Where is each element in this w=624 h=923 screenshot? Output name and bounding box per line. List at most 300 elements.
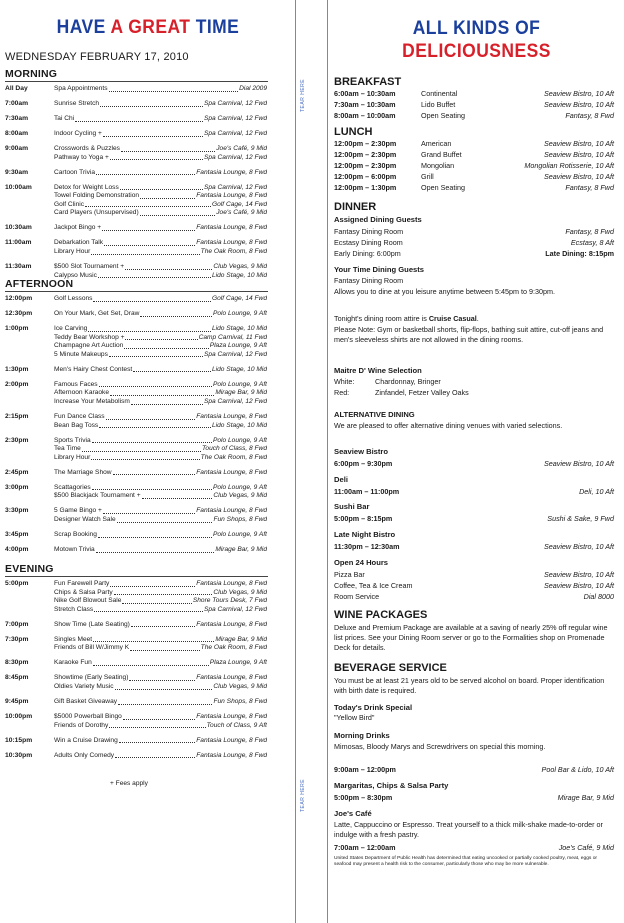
schedule-events <box>54 239 267 256</box>
schedule-time: 2:45pm <box>5 468 29 476</box>
schedule-time: 1:30pm <box>5 365 29 373</box>
event-location: Fantasia Lounge, 8 Fwd <box>196 751 267 759</box>
event-name: Nike Golf Blowout Sale <box>54 597 122 605</box>
open24-name: Room Service <box>334 592 380 601</box>
meal-location: Seaview Bistro, 10 Aft <box>543 139 614 148</box>
schedule-time: 2:00pm <box>5 380 29 388</box>
schedule-time: 8:45pm <box>5 674 29 682</box>
dot-leader <box>110 389 214 396</box>
dot-leader <box>98 531 212 538</box>
dot-leader <box>140 310 212 317</box>
schedule-banner <box>12 17 284 39</box>
event-location: Fantasia Lounge, 8 Fwd <box>196 239 267 247</box>
dot-leader <box>91 454 199 461</box>
schedule-events <box>54 531 267 540</box>
schedule-event <box>54 589 267 598</box>
schedule-date: WEDNESDAY FEBRUARY 17, 2010 <box>5 51 189 63</box>
event-location: Camp Carnival, 11 Fwd <box>198 333 267 341</box>
banner-line-1: ALL KINDS OF <box>412 18 541 39</box>
dot-leader <box>131 398 203 405</box>
schedule-time: 4:00pm <box>5 546 29 553</box>
venue-row <box>334 541 614 552</box>
dot-leader <box>110 154 203 161</box>
venue-location: Sushi & Sake, 9 Fwd <box>547 514 614 523</box>
event-name: Champagne Art Auction <box>54 342 124 350</box>
banner-text-2: A GREAT <box>110 17 191 38</box>
section-heading: EVENING <box>5 563 54 575</box>
dot-leader <box>109 722 205 729</box>
event-name: Afternoon Karaoke <box>54 389 109 397</box>
late-dining-time: Late Dining: 8:15pm <box>545 249 614 258</box>
event-name: Indoor Cycling + <box>54 130 102 137</box>
dot-leader <box>115 683 213 690</box>
schedule-event <box>54 437 267 446</box>
dot-leader <box>96 169 195 176</box>
dot-leader <box>124 342 208 349</box>
event-name: Ice Carving <box>54 325 88 332</box>
event-location: Fantasia Lounge, 8 Fwd <box>196 620 267 628</box>
schedule-event <box>54 659 267 668</box>
event-location: Mirage Bar, 9 Mid <box>215 635 267 643</box>
open24-row <box>334 591 614 602</box>
schedule-time: All Day <box>5 85 28 92</box>
event-location: Spa Carnival, 12 Fwd <box>203 397 267 405</box>
event-name: Adults Only Comedy <box>54 751 115 759</box>
banner-text-1: HAVE <box>56 17 111 38</box>
schedule-time: 12:30pm <box>5 310 33 317</box>
schedule-event <box>54 516 267 525</box>
tear-here-label-bottom: TEAR HERE <box>300 778 306 812</box>
wine-packages-heading: WINE PACKAGES <box>334 609 428 621</box>
meal-name: Continental <box>421 89 458 98</box>
meal-location: Seaview Bistro, 10 Aft <box>543 89 614 98</box>
assigned-room-location: Fantasy, 8 Fwd <box>565 227 614 236</box>
event-location: Lido Stage, 10 Mid <box>212 325 267 332</box>
venue-name: Late Night Bistro <box>334 530 396 539</box>
dot-leader <box>85 201 211 208</box>
dot-leader <box>109 351 203 358</box>
schedule-events <box>54 295 267 304</box>
event-location: Fantasia Lounge, 8 Fwd <box>196 413 267 420</box>
schedule-event <box>54 492 267 501</box>
early-dining-time: Early Dining: 6:00pm <box>334 249 401 258</box>
schedule-event <box>54 209 267 218</box>
schedule-events <box>54 310 267 319</box>
meal-row <box>334 99 614 110</box>
event-name: Scrap Booking <box>54 531 97 538</box>
event-location: Joe's Café, 9 Mid <box>216 145 267 152</box>
dot-leader <box>92 484 212 491</box>
schedule-event <box>54 248 267 257</box>
schedule-event <box>54 239 267 248</box>
event-name: Sports Trivia <box>54 436 91 444</box>
schedule-event <box>54 621 267 630</box>
meal-name: American <box>421 139 452 148</box>
assigned-row-fantasy <box>334 226 614 237</box>
schedule-events <box>54 713 267 730</box>
dot-leader <box>92 437 212 444</box>
schedule-time: 10:00pm <box>5 713 33 720</box>
event-location: Spa Carnival, 12 Fwd <box>203 605 267 613</box>
event-location: The Oak Room, 8 Fwd <box>200 453 267 461</box>
section-divider <box>5 576 268 577</box>
schedule-time: 10:00am <box>5 183 32 191</box>
wine-white-key: White: <box>334 377 355 386</box>
dot-leader <box>96 546 215 553</box>
attire-value: Cruise Casual <box>428 314 477 323</box>
event-location: Fantasia Lounge, 8 Fwd <box>196 468 267 476</box>
dot-leader <box>104 239 195 246</box>
event-location: Fantasia Lounge, 8 Fwd <box>196 192 267 200</box>
event-name: Win a Cruise Drawing <box>54 736 118 744</box>
schedule-event <box>54 169 267 178</box>
dot-leader <box>98 272 211 279</box>
schedule-event <box>54 334 267 343</box>
schedule-events <box>54 413 267 430</box>
schedule-event <box>54 597 267 606</box>
dot-leader <box>75 115 203 122</box>
meal-name: Lido Buffet <box>421 100 456 109</box>
dot-leader <box>100 100 203 107</box>
event-name: Increase Your Metabolism <box>54 397 130 405</box>
health-fine-print: United States Department of Public Health has determined that eating uncooked or partially cooked poultry, meat, eggs or seafood may present a health risk to the consumer, particularly those who may be more vulnerable. <box>334 856 598 867</box>
schedule-event <box>54 389 267 398</box>
schedule-time: 3:45pm <box>5 531 29 538</box>
open24-title: Open 24 Hours <box>334 558 389 567</box>
open24-name: Pizza Bar <box>334 570 365 579</box>
event-name: Crosswords & Puzzles <box>54 145 120 152</box>
dot-leader <box>142 492 213 499</box>
morning-drinks-row <box>334 764 614 775</box>
meal-row <box>334 171 614 182</box>
event-location: Club Vegas, 9 Mid <box>213 588 267 596</box>
schedule-events <box>54 674 267 691</box>
assigned-dining-title: Assigned Dining Guests <box>334 215 422 224</box>
schedule-event <box>54 722 267 731</box>
wine-white-value: Chardonnay, Bringer <box>375 377 441 386</box>
morning-drinks-text: Mimosas, Bloody Marys and Screwdrivers on special this morning. <box>334 742 546 751</box>
morning-drinks-hours: 9:00am – 12:00pm <box>334 765 396 774</box>
venue-row <box>334 458 614 469</box>
event-name: Bean Bag Toss <box>54 421 99 429</box>
meal-time: 7:30am – 10:30am <box>334 100 396 109</box>
schedule-events <box>54 621 267 630</box>
schedule-event <box>54 310 267 319</box>
schedule-time: 9:45pm <box>5 698 29 705</box>
assigned-row-ecstasy <box>334 237 614 248</box>
schedule-event <box>54 85 267 94</box>
dot-leader <box>122 597 191 604</box>
event-name: Tea Time <box>54 445 81 453</box>
meal-time: 12:00pm – 2:30pm <box>334 150 397 159</box>
venue-hours: 6:00pm – 9:30pm <box>334 459 393 468</box>
schedule-events <box>54 100 267 109</box>
event-name: Famous Faces <box>54 380 98 388</box>
event-name: Showtime (Early Seating) <box>54 674 129 682</box>
event-location: Touch of Class, 9 Aft <box>206 721 267 729</box>
alt-dining-intro: We are pleased to offer alternative dining venues with varied selections. <box>334 421 563 430</box>
meal-name: Open Seating <box>421 183 465 192</box>
event-location: Lido Stage, 10 Mid <box>212 421 267 429</box>
schedule-events <box>54 484 267 501</box>
venue-hours: 5:00pm – 8:15pm <box>334 514 393 523</box>
fees-note: + Fees apply <box>110 780 148 787</box>
event-location: Lido Stage, 10 Mid <box>212 271 267 279</box>
schedule-event <box>54 130 267 139</box>
banner-text-3: TIME <box>190 17 240 38</box>
dining-banner <box>341 17 612 63</box>
event-location: Mirage Bar, 9 Mid <box>215 389 267 397</box>
attire-text <box>334 314 614 324</box>
schedule-event <box>54 154 267 163</box>
schedule-events <box>54 85 267 94</box>
schedule-time: 3:30pm <box>5 507 29 515</box>
your-time-room: Fantasy Dining Room <box>334 276 404 285</box>
wine-red-key: Red: <box>334 388 350 397</box>
dot-leader <box>93 636 214 643</box>
schedule-event <box>54 272 267 281</box>
wine-packages-text: Deluxe and Premium Package are available at a saving of nearly 25% off regular wine list prices. See your Dining Room server or go to the Formalities shop on Promenade Deck for details. <box>334 623 608 653</box>
event-location: Polo Lounge, 9 Aft <box>212 531 267 538</box>
schedule-event <box>54 366 267 375</box>
meal-location: Seaview Bistro, 10 Aft <box>543 172 614 181</box>
schedule-time: 9:00am <box>5 145 29 152</box>
schedule-time: 1:00pm <box>5 325 29 332</box>
dot-leader <box>82 445 201 452</box>
joes-cafe-row <box>334 842 614 853</box>
event-name: Spa Appointments <box>54 85 108 92</box>
event-location: Golf Cage, 14 Fwd <box>212 200 267 208</box>
event-location: Plaza Lounge, 9 Aft <box>209 659 267 667</box>
morning-drinks-title: Morning Drinks <box>334 731 390 740</box>
dot-leader <box>88 325 211 332</box>
event-location: Mirage Bar, 9 Mid <box>215 546 267 553</box>
event-name: Cartoon Trivia <box>54 168 96 176</box>
event-name: Library Hour <box>54 247 91 255</box>
event-location: Spa Carnival, 12 Fwd <box>203 130 267 137</box>
event-location: Fantasia Lounge, 8 Fwd <box>196 736 267 744</box>
meal-location: Fantasy, 8 Fwd <box>565 183 614 192</box>
alt-dining-title: ALTERNATIVE DINING <box>334 410 415 419</box>
attire-note: Please Note: Gym or basketball shorts, flip-flops, bathing suit attire, cut-off jeans and men's sleeveless shirts are not allowed in the dining rooms. <box>334 325 604 345</box>
schedule-time: 7:30am <box>5 115 29 122</box>
assigned-room-name: Fantasy Dining Room <box>334 227 404 236</box>
schedule-events <box>54 130 267 139</box>
section-heading: MORNING <box>5 68 58 80</box>
event-name: Debarkation Talk <box>54 239 103 247</box>
event-location: Plaza Lounge, 9 Aft <box>209 342 267 350</box>
dot-leader <box>131 621 195 628</box>
event-location: Fun Shops, 8 Fwd <box>213 698 267 705</box>
margaritas-hours: 5:00pm – 8:30pm <box>334 793 393 802</box>
event-name: Jackpot Bingo + <box>54 224 102 232</box>
schedule-events <box>54 325 267 359</box>
beverage-heading: BEVERAGE SERVICE <box>334 662 447 674</box>
schedule-event <box>54 636 267 645</box>
meal-location: Seaview Bistro, 10 Aft <box>543 100 614 109</box>
event-name: Pathway to Yoga + <box>54 153 109 161</box>
venue-row <box>334 486 614 497</box>
dot-leader <box>121 145 215 152</box>
dining-times-row <box>334 248 614 259</box>
open24-location: Seaview Bistro, 10 Aft <box>543 581 614 590</box>
meal-name: Open Seating <box>421 111 465 120</box>
dot-leader <box>133 366 211 373</box>
event-location: Dial 2009 <box>239 85 267 92</box>
schedule-time: 2:15pm <box>5 413 29 420</box>
schedule-events <box>54 437 267 463</box>
meal-location: Fantasy, 8 Fwd <box>565 111 614 120</box>
schedule-event <box>54 145 267 154</box>
event-location: Polo Lounge, 9 Aft <box>212 436 267 444</box>
event-name: The Marriage Show <box>54 468 112 476</box>
meal-row <box>334 110 614 121</box>
schedule-event <box>54 644 267 653</box>
schedule-time: 7:00pm <box>5 620 29 628</box>
schedule-event <box>54 342 267 351</box>
schedule-event <box>54 422 267 431</box>
event-location: The Oak Room, 8 Fwd <box>200 247 267 255</box>
schedule-event <box>54 100 267 109</box>
event-location: Fantasia Lounge, 8 Fwd <box>196 580 267 587</box>
event-name: Karaoke Fun <box>54 659 92 667</box>
schedule-time: 11:30am <box>5 263 32 270</box>
joes-cafe-location: Joe's Café, 9 Mid <box>558 843 614 852</box>
dot-leader <box>130 644 200 651</box>
schedule-event <box>54 713 267 722</box>
dining-page <box>329 0 624 923</box>
event-name: Men's Hairy Chest Contest <box>54 365 133 373</box>
schedule-events <box>54 224 267 233</box>
schedule-event <box>54 325 267 334</box>
dot-leader <box>125 263 212 270</box>
drink-special-title: Today's Drink Special <box>334 703 413 712</box>
section-divider <box>5 291 268 292</box>
event-location: Polo Lounge, 9 Aft <box>212 380 267 388</box>
event-name: Gift Basket Giveaway <box>54 698 118 705</box>
venue-hours: 11:30pm – 12:30am <box>334 542 400 551</box>
schedule-event <box>54 184 267 193</box>
schedule-time: 8:30pm <box>5 659 29 667</box>
event-name: Oldies Variety Music <box>54 682 114 690</box>
event-location: Fantasia Lounge, 8 Fwd <box>196 674 267 682</box>
schedule-event <box>54 606 267 615</box>
wine-red <box>334 388 469 399</box>
dot-leader <box>103 507 195 514</box>
event-name: 5 Minute Makeups <box>54 350 108 358</box>
dot-leader <box>123 713 195 720</box>
schedule-event <box>54 484 267 493</box>
meal-time: 8:00am – 10:00am <box>334 111 396 120</box>
event-name: Fun Farewell Party <box>54 580 110 587</box>
event-location: Fun Shops, 8 Fwd <box>213 515 267 523</box>
attire-prefix: Tonight's dining room attire is <box>334 314 429 323</box>
section-heading: AFTERNOON <box>5 278 74 290</box>
meal-time: 6:00am – 10:30am <box>334 89 396 98</box>
event-location: Lido Stage, 10 Mid <box>212 365 267 373</box>
dot-leader <box>94 606 203 613</box>
tear-gutter <box>296 0 328 923</box>
meal-name: Grill <box>421 172 434 181</box>
margaritas-row <box>334 792 614 803</box>
event-location: Spa Carnival, 12 Fwd <box>203 153 267 161</box>
event-location: Spa Carnival, 12 Fwd <box>203 115 267 122</box>
venue-hours: 11:00am – 11:00pm <box>334 487 400 496</box>
event-name: Friends of Bill W/Jimmy K <box>54 644 130 652</box>
joes-cafe-text: Latte, Cappuccino or Espresso. Treat yourself to a thick milk-shake made-to-order or indulge with a fresh pastry. <box>334 820 603 840</box>
attire-suffix: . <box>476 314 479 323</box>
venue-location: Seaview Bistro, 10 Aft <box>543 459 614 468</box>
schedule-time: 10:30pm <box>5 751 33 759</box>
event-name: Singles Meet <box>54 635 93 643</box>
schedule-event <box>54 224 267 233</box>
venue-name: Deli <box>334 475 348 484</box>
open24-location: Seaview Bistro, 10 Aft <box>543 570 614 579</box>
event-name: $500 Slot Tournament + <box>54 263 125 270</box>
schedule-time: 9:30am <box>5 168 29 176</box>
event-name: Fun Dance Class <box>54 413 105 420</box>
schedule-time: 8:00am <box>5 130 29 137</box>
event-name: Stretch Class <box>54 605 94 613</box>
event-location: The Oak Room, 8 Fwd <box>200 644 267 652</box>
dot-leader <box>114 589 213 596</box>
venue-row <box>334 513 614 524</box>
dot-leader <box>140 209 216 216</box>
beverage-text: You must be at least 21 years old to be served alcohol on board. Proper identification with birth date is required. <box>334 676 605 696</box>
open24-location: Dial 8000 <box>583 592 614 601</box>
event-name: Friends of Dorothy <box>54 721 109 729</box>
section-divider <box>5 81 268 82</box>
event-location: Fantasia Lounge, 8 Fwd <box>196 507 267 515</box>
meal-row <box>334 160 614 171</box>
wine-white <box>334 377 441 388</box>
open24-name: Coffee, Tea & Ice Cream <box>334 581 413 590</box>
event-location: Fantasia Lounge, 8 Fwd <box>196 713 267 720</box>
event-location: Fantasia Lounge, 8 Fwd <box>196 168 267 176</box>
schedule-event <box>54 580 267 589</box>
event-location: Polo Lounge, 9 Aft <box>212 310 267 317</box>
dot-leader <box>110 580 195 587</box>
breakfast-heading: BREAKFAST <box>334 76 402 88</box>
schedule-event <box>54 201 267 210</box>
event-name: Card Players (Unsupervised) <box>54 209 139 217</box>
schedule-events <box>54 366 267 375</box>
schedule-events <box>54 145 267 162</box>
schedule-event <box>54 192 267 201</box>
schedule-event <box>54 381 267 390</box>
wine-selection-title: Maitre D' Wine Selection <box>334 366 422 375</box>
meal-location: Seaview Bistro, 10 Aft <box>543 150 614 159</box>
meal-row <box>334 138 614 149</box>
schedule-event <box>54 263 267 272</box>
event-location: Spa Carnival, 12 Fwd <box>203 100 267 107</box>
event-name: Show Time (Late Seating) <box>54 620 130 628</box>
meal-row <box>334 149 614 160</box>
schedule-event <box>54 683 267 692</box>
schedule-event <box>54 469 267 478</box>
venue-name: Seaview Bistro <box>334 447 389 456</box>
tear-here-label-top: TEAR HERE <box>300 78 306 112</box>
schedule-events <box>54 169 267 178</box>
schedule-event <box>54 674 267 683</box>
dot-leader <box>129 674 195 681</box>
event-name: Motown Trivia <box>54 546 95 553</box>
meal-name: Mongolian <box>421 161 455 170</box>
dot-leader <box>106 413 196 420</box>
schedule-events <box>54 184 267 218</box>
schedule-events <box>54 636 267 653</box>
event-location: Polo Lounge, 9 Aft <box>212 483 267 491</box>
